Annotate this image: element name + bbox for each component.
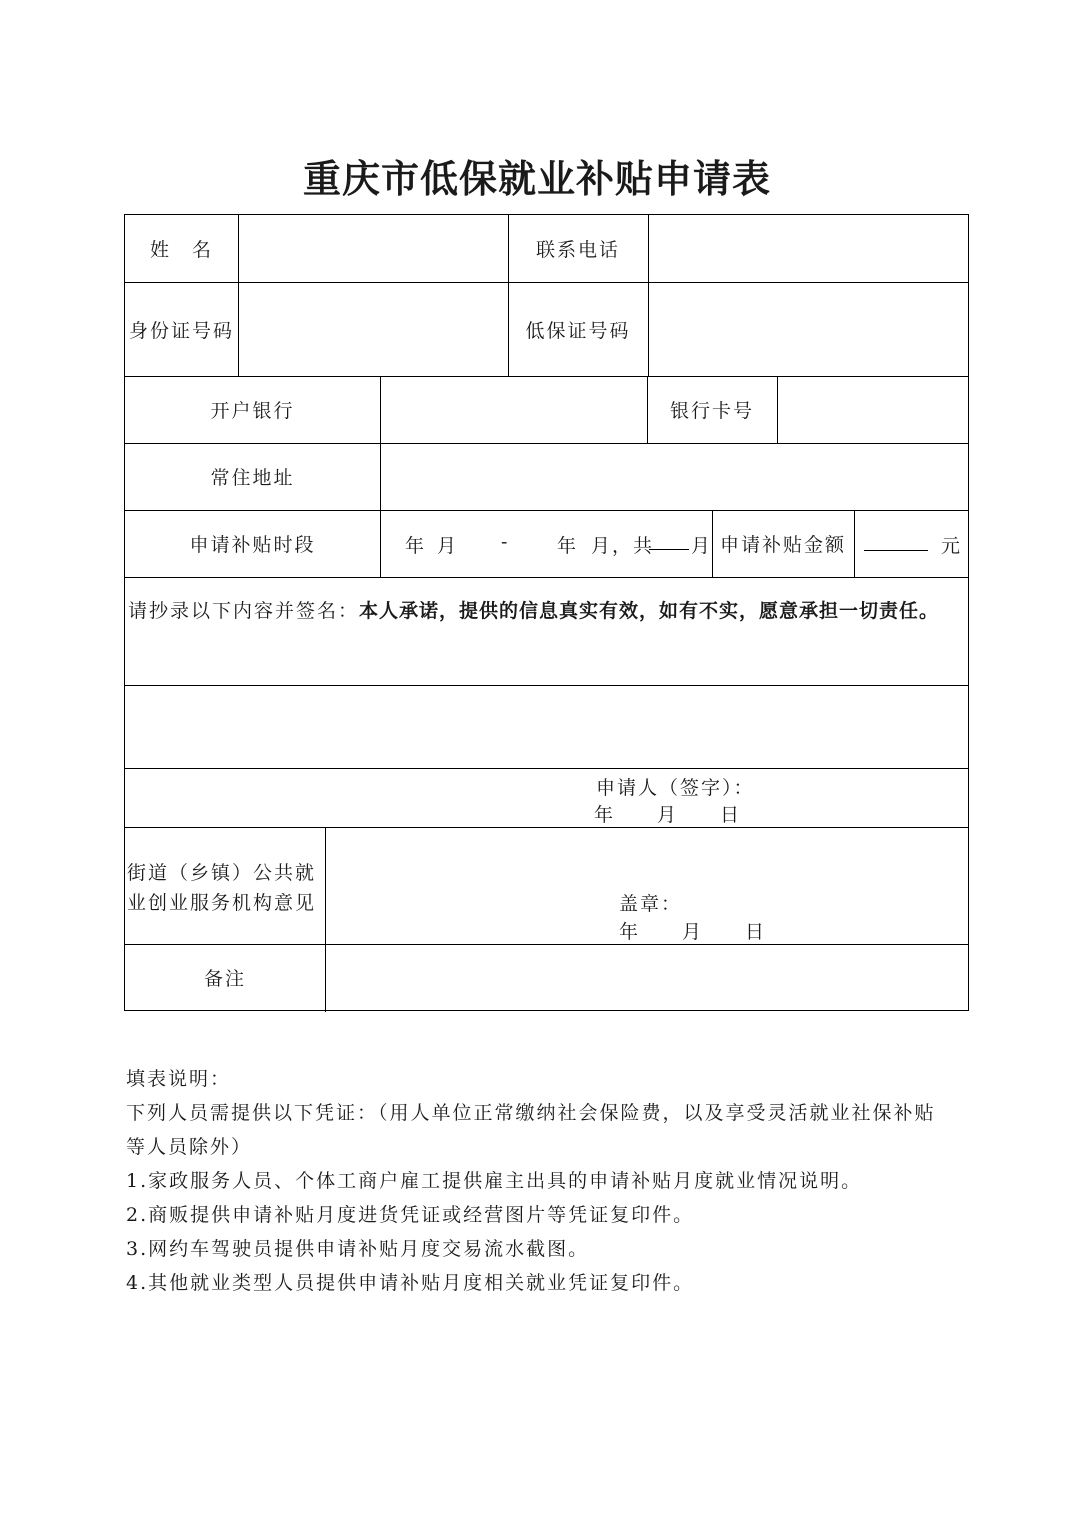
notes-intro-2: 等人员除外） bbox=[126, 1136, 253, 1158]
dibao-number-field[interactable] bbox=[649, 283, 967, 376]
period-month-3: 月 bbox=[691, 535, 713, 557]
row-divider bbox=[125, 768, 968, 769]
phone-field[interactable] bbox=[649, 215, 967, 282]
notes-heading: 填表说明： bbox=[126, 1068, 232, 1090]
seal-label: 盖章： bbox=[619, 893, 683, 915]
application-form bbox=[124, 214, 969, 1011]
card-number-field[interactable] bbox=[778, 377, 967, 443]
period-month-2: 月，共 bbox=[591, 535, 655, 557]
copy-instruction: 请抄录以下内容并签名： bbox=[128, 600, 360, 622]
filling-instructions bbox=[126, 1062, 976, 1300]
amount-field[interactable] bbox=[855, 510, 968, 577]
bank-label: 开户银行 bbox=[210, 400, 295, 422]
remark-label: 备注 bbox=[203, 968, 246, 990]
notes-item-3: 3.网约车驾驶员提供申请补贴月度交易流水截图。 bbox=[126, 1238, 590, 1260]
notes-item-4: 4.其他就业类型人员提供申请补贴月度相关就业凭证复印件。 bbox=[126, 1272, 695, 1294]
applicant-date: 年 月 日 bbox=[594, 804, 742, 826]
agency-label-line-2: 业创业服务机构意见 bbox=[127, 892, 317, 914]
period-month-1: 月 bbox=[437, 535, 459, 557]
id-number-field[interactable] bbox=[239, 283, 507, 376]
amount-label: 申请补贴金额 bbox=[719, 534, 846, 556]
copy-statement: 本人承诺，提供的信息真实有效，如有不实，愿意承担一切责任。 bbox=[359, 600, 940, 622]
agency-label-line-1: 街道（乡镇）公共就 bbox=[127, 862, 317, 884]
id-number-label: 身份证号码 bbox=[128, 319, 234, 342]
period-field[interactable] bbox=[381, 510, 712, 577]
applicant-signature-label: 申请人（签字）： bbox=[596, 777, 755, 799]
bank-field[interactable] bbox=[381, 377, 646, 443]
page-title: 重庆市低保就业补贴申请表 bbox=[302, 156, 771, 201]
period-months-blank[interactable] bbox=[649, 531, 689, 550]
address-field[interactable] bbox=[381, 444, 967, 510]
period-label: 申请补贴时段 bbox=[189, 534, 316, 556]
amount-blank[interactable] bbox=[864, 532, 928, 551]
period-year-2: 年 bbox=[557, 535, 579, 557]
phone-label: 联系电话 bbox=[535, 239, 620, 261]
period-year-1: 年 bbox=[405, 535, 427, 557]
notes-item-2: 2.商贩提供申请补贴月度进货凭证或经营图片等凭证复印件。 bbox=[126, 1204, 695, 1226]
card-number-label: 银行卡号 bbox=[669, 400, 754, 422]
name-field[interactable] bbox=[239, 215, 507, 282]
copy-instruction-line bbox=[128, 596, 939, 623]
notes-intro-1: 下列人员需提供以下凭证：（用人单位正常缴纳社会保险费，以及享受灵活就业社保补贴 bbox=[126, 1102, 936, 1124]
row-divider bbox=[125, 577, 968, 578]
row-divider bbox=[125, 827, 968, 828]
name-label: 姓 名 bbox=[149, 239, 213, 261]
seal-date: 年 月 日 bbox=[619, 921, 767, 943]
dibao-number-label: 低保证号码 bbox=[525, 319, 631, 342]
amount-unit: 元 bbox=[941, 535, 963, 557]
notes-item-1: 1.家政服务人员、个体工商户雇工提供雇主出具的申请补贴月度就业情况说明。 bbox=[126, 1170, 863, 1192]
period-dash: - bbox=[501, 531, 510, 553]
statement-copy-field[interactable] bbox=[125, 686, 968, 768]
address-label: 常住地址 bbox=[210, 467, 295, 489]
remark-field[interactable] bbox=[326, 945, 967, 1011]
